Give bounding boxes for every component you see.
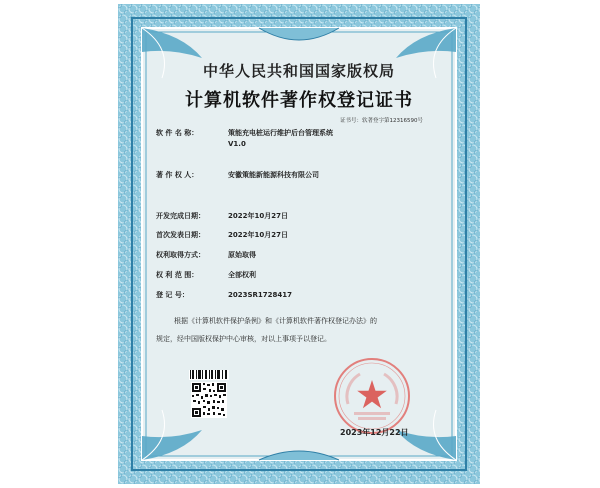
- statement-line-2: 规定，经中国版权保护中心审核，对以上事项予以登记。: [156, 335, 331, 343]
- certificate-title: 计算机软件著作权登记证书: [185, 90, 413, 111]
- field-rights-scope: 权 利 范 围： 全部权利: [156, 271, 256, 279]
- field-software-version: V1.0: [228, 140, 246, 148]
- certificate-number: 证书号：软著登字第12316590号: [340, 118, 423, 124]
- field-completion-date: 开发完成日期： 2022年10月27日: [156, 212, 288, 220]
- field-software-name: 软 件 名 称： 策能充电桩运行维护后台管理系统: [156, 129, 333, 137]
- issue-date: 2023年12月22日: [340, 428, 409, 437]
- certificate: [118, 4, 480, 484]
- official-seal-icon: [332, 356, 412, 436]
- field-registration-number: 登 记 号： 2023SR1728417: [156, 291, 293, 299]
- field-publication-date: 首次发表日期： 2022年10月27日: [156, 231, 288, 239]
- field-acquisition-method: 权利取得方式： 原始取得: [156, 251, 256, 259]
- field-copyright-holder: 著 作 权 人： 安徽策能新能源科技有限公司: [156, 171, 319, 179]
- statement-line-1: 根据《计算机软件保护条例》和《计算机软件著作权登记办法》的: [174, 317, 377, 325]
- barcode-qr-icon: [189, 370, 229, 420]
- issuer-title: 中华人民共和国国家版权局: [202, 62, 395, 80]
